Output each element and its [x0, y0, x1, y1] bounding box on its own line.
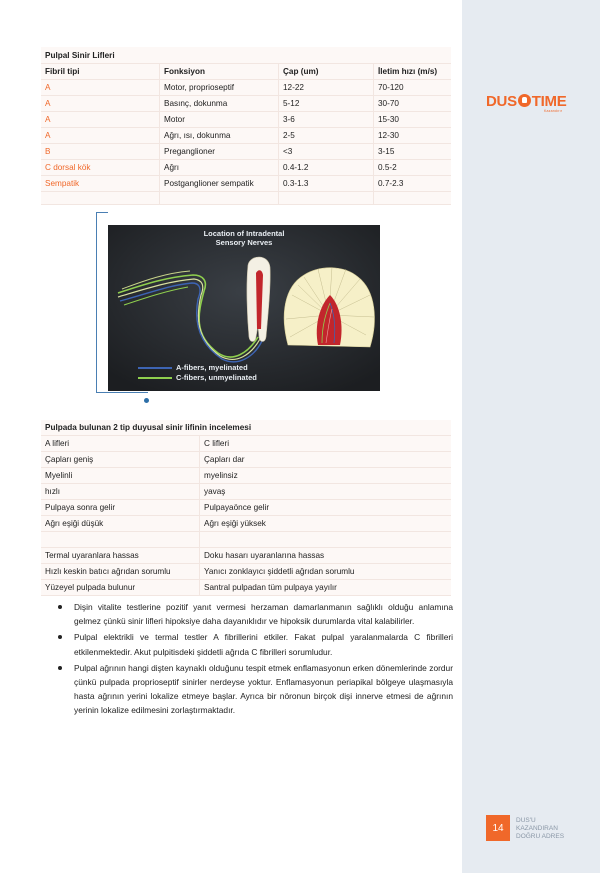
a-fiber-cell: Ağrı eşiği düşük — [41, 516, 200, 532]
figure-frame-line — [96, 392, 148, 393]
legend-swatch-blue — [138, 367, 172, 369]
c-fiber-cell: Yanıcı zonklayıcı şiddetli ağrıdan sorumlu — [200, 564, 452, 580]
bullet-list — [58, 600, 453, 720]
page-number: 14 — [486, 815, 510, 841]
fiber-type-cell: A — [41, 128, 160, 144]
diameter-cell: 0.4-1.2 — [279, 160, 374, 176]
table1-header: Çap (um) — [279, 64, 374, 80]
tagline-line: KAZANDIRAN — [516, 825, 558, 832]
list-item — [58, 661, 453, 718]
diameter-cell: 3-6 — [279, 112, 374, 128]
table-row — [41, 532, 451, 548]
a-fiber-cell: Myelinli — [41, 468, 200, 484]
c-fiber-cell: Ağrı eşiği yüksek — [200, 516, 452, 532]
table-row — [41, 548, 451, 564]
function-cell: Preganglioner — [160, 144, 279, 160]
pulpal-nerve-fibers-table — [41, 47, 451, 205]
a-fiber-cell: hızlı — [41, 484, 200, 500]
tooth-icon — [518, 94, 531, 107]
function-cell: Postganglioner sempatik — [160, 176, 279, 192]
table2-caption: Pulpada bulunan 2 tip duyusal sinir lifinin incelemesi — [41, 420, 451, 436]
function-cell: Ağrı — [160, 160, 279, 176]
figure-title — [108, 229, 380, 247]
speed-cell: 0.5-2 — [374, 160, 452, 176]
a-fiber-cell: A lifleri — [41, 436, 200, 452]
table-row — [41, 484, 451, 500]
bullet-dot-icon — [58, 666, 62, 670]
fiber-type-cell: A — [41, 96, 160, 112]
table-row — [41, 516, 451, 532]
tagline-line: DUS'U — [516, 817, 536, 824]
tagline-line: DOĞRU ADRES — [516, 833, 565, 840]
c-fiber-cell: Çapları dar — [200, 452, 452, 468]
table-row — [41, 112, 451, 128]
figure-frame-line — [96, 212, 108, 213]
fiber-type-cell: B — [41, 144, 160, 160]
right-sidebar — [462, 0, 600, 873]
fiber-type-cell: A — [41, 112, 160, 128]
table-row — [41, 96, 451, 112]
fiber-type-cell: C dorsal kök — [41, 160, 160, 176]
table-row — [41, 500, 451, 516]
logo-text-right: TIME — [531, 93, 567, 110]
a-fiber-cell: Hızlı keskin batıcı ağrıdan sorumlu — [41, 564, 200, 580]
list-item — [58, 600, 453, 628]
a-fiber-cell: Çapları geniş — [41, 452, 200, 468]
fiber-type-cell: Sempatik — [41, 176, 160, 192]
legend-a-fibers — [138, 363, 257, 373]
table-row — [41, 564, 451, 580]
c-fiber-cell: myelinsiz — [200, 468, 452, 484]
table-row — [41, 452, 451, 468]
c-fiber-cell: yavaş — [200, 484, 452, 500]
a-fiber-cell: Pulpaya sonra gelir — [41, 500, 200, 516]
function-cell: Motor, proprioseptif — [160, 80, 279, 96]
bullet-text: Pulpal ağrının hangi dişten kaynaklı olduğunu tespit etmek enflamasyonun erken dönemlerinde zordur çünkü pulpada proprioseptif sinirler nerdeyse yoktur. Enflamasyonun periapikal bölgeye ulaşmasıyla hasta ağrının yerini lokalize etmeye başlar. Ayrıca bir nöronun birçok dişi innerve etmesi de ağrının yerinin lokalize edilmesini zorlaştırmaktadır. — [74, 662, 453, 716]
intradental-nerves-figure — [108, 225, 380, 391]
table-row — [41, 176, 451, 192]
diameter-cell: 2-5 — [279, 128, 374, 144]
speed-cell: 12-30 — [374, 128, 452, 144]
speed-cell: 30-70 — [374, 96, 452, 112]
sensory-fiber-comparison-table — [41, 420, 451, 596]
figure-frame-dot — [144, 398, 149, 403]
table-row — [41, 468, 451, 484]
logo-subtext: Kazandırır — [544, 109, 563, 113]
table1-caption: Pulpal Sinir Lifleri — [41, 47, 451, 64]
list-item — [58, 630, 453, 658]
c-fiber-cell: C lifleri — [200, 436, 452, 452]
logo-text-left: DUS — [486, 93, 517, 110]
c-fiber-cell — [200, 532, 452, 548]
bullet-dot-icon — [58, 605, 62, 609]
tooth-graphic — [247, 257, 270, 342]
bullet-text: Pulpal elektrikli ve termal testler A fibrillerini etkiler. Fakat pulpal yaralanmalarda C fibrilleri etkilenmektedir. Akut pulpitisdeki şiddetli ağrıda C fibrilleri sorumludur. — [74, 632, 453, 657]
dustime-logo — [486, 93, 582, 119]
legend-c-fibers — [138, 373, 257, 383]
diameter-cell: 12-22 — [279, 80, 374, 96]
function-cell: Basınç, dokunma — [160, 96, 279, 112]
table-row — [41, 436, 451, 452]
bullet-dot-icon — [58, 635, 62, 639]
table1-header: Fibril tipi — [41, 64, 160, 80]
speed-cell: 3-15 — [374, 144, 452, 160]
table-row — [41, 160, 451, 176]
figure-legend — [138, 363, 257, 383]
footer-tagline — [516, 817, 564, 841]
table-row — [41, 192, 451, 205]
table-row — [41, 128, 451, 144]
legend-c-label: C-fibers, unmyelinated — [176, 373, 257, 382]
table-row — [41, 144, 451, 160]
a-fiber-cell: Yüzeyel pulpada bulunur — [41, 580, 200, 596]
a-fiber-cell: Termal uyaranlara hassas — [41, 548, 200, 564]
function-cell: Motor — [160, 112, 279, 128]
table1-header: Fonksiyon — [160, 64, 279, 80]
figure-title-line2: Sensory Nerves — [215, 238, 273, 247]
speed-cell: 15-30 — [374, 112, 452, 128]
figure-frame-line — [96, 212, 97, 392]
legend-swatch-green — [138, 377, 172, 379]
a-fiber-cell — [41, 532, 200, 548]
diameter-cell: <3 — [279, 144, 374, 160]
bullet-text: Dişin vitalite testlerine pozitif yanıt vermesi herzaman damarlanmanın sağlıklı olduğu anlamına gelmez çünkü sinir lifleri hipoksiye daha dayanıklıdır ve hipoksik durumlarda vital kalabilirler. — [74, 602, 453, 627]
speed-cell: 70-120 — [374, 80, 452, 96]
c-fiber-cell: Pulpayaönce gelir — [200, 500, 452, 516]
table-row — [41, 80, 451, 96]
table1-header: İletim hızı (m/s) — [374, 64, 452, 80]
diameter-cell: 5-12 — [279, 96, 374, 112]
table-row — [41, 580, 451, 596]
diameter-cell: 0.3-1.3 — [279, 176, 374, 192]
c-fiber-cell: Santral pulpadan tüm pulpaya yayılır — [200, 580, 452, 596]
figure-title-line1: Location of Intradental — [203, 229, 285, 238]
speed-cell: 0.7-2.3 — [374, 176, 452, 192]
c-fiber-cell: Doku hasarı uyaranlarına hassas — [200, 548, 452, 564]
fiber-type-cell: A — [41, 80, 160, 96]
function-cell: Ağrı, ısı, dokunma — [160, 128, 279, 144]
legend-a-label: A-fibers, myelinated — [176, 363, 248, 372]
